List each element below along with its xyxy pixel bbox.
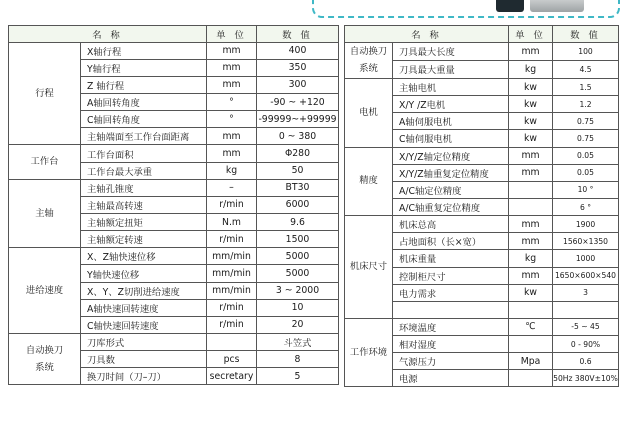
item-unit: mm	[207, 59, 257, 76]
item-unit: mm	[207, 145, 257, 162]
table-row	[345, 216, 619, 233]
item-name: 工作台面积	[81, 145, 207, 162]
item-value: BT30	[257, 179, 339, 196]
item-value: 0 - 90%	[553, 336, 619, 353]
item-unit	[509, 336, 553, 353]
item-unit: mm	[509, 147, 553, 164]
item-unit: kw	[509, 284, 553, 301]
item-name: 主轴额定扭矩	[81, 214, 207, 231]
item-unit: mm	[207, 128, 257, 145]
item-name: 主轴电机	[393, 78, 509, 95]
item-name: A轴回转角度	[81, 94, 207, 111]
table-row	[345, 78, 619, 95]
item-value: 350	[257, 59, 339, 76]
item-value: 400	[257, 42, 339, 59]
item-value: 1560×1350	[553, 233, 619, 250]
table-row	[9, 179, 339, 196]
group-label: 自动换刀 系统	[9, 334, 81, 385]
group-label: 电机	[345, 78, 393, 147]
header-unit: 单 位	[207, 25, 257, 42]
table-row	[9, 42, 339, 59]
item-unit: °	[207, 111, 257, 128]
item-name: Y轴行程	[81, 59, 207, 76]
table-row	[345, 147, 619, 164]
item-name: C轴回转角度	[81, 111, 207, 128]
item-name: Z 轴行程	[81, 76, 207, 93]
item-unit: –	[207, 179, 257, 196]
item-unit: kw	[509, 113, 553, 130]
item-name: 电源	[393, 370, 509, 387]
item-value: 3	[553, 284, 619, 301]
item-name: 刀具数	[81, 351, 207, 368]
item-value: 1.5	[553, 78, 619, 95]
item-value: 10 °	[553, 181, 619, 198]
item-value: 3 ~ 2000	[257, 282, 339, 299]
item-name: 主轴端面至工作台面距离	[81, 128, 207, 145]
table-row	[345, 42, 619, 60]
item-unit: mm	[207, 42, 257, 59]
item-value: 50Hz 380V±10%	[553, 370, 619, 387]
spec-table-right	[344, 25, 619, 388]
item-unit	[509, 181, 553, 198]
item-unit: mm	[207, 76, 257, 93]
item-name: 控制柜尺寸	[393, 267, 509, 284]
item-value: 9.6	[257, 214, 339, 231]
item-unit: mm	[509, 233, 553, 250]
item-value: 6 °	[553, 198, 619, 215]
group-label: 精度	[345, 147, 393, 216]
item-unit: N.m	[207, 214, 257, 231]
item-unit: °	[207, 94, 257, 111]
item-name: 机床总高	[393, 216, 509, 233]
item-value: 斗笠式	[257, 334, 339, 351]
item-name: X轴行程	[81, 42, 207, 59]
item-unit: mm	[509, 216, 553, 233]
group-label: 机床尺寸	[345, 216, 393, 319]
item-unit	[207, 334, 257, 351]
item-unit	[509, 301, 553, 318]
header-unit: 单 位	[509, 25, 553, 42]
item-name: 主轴最高转速	[81, 196, 207, 213]
item-unit: mm/min	[207, 265, 257, 282]
item-value: 100	[553, 42, 619, 60]
item-unit: r/min	[207, 231, 257, 248]
item-name: 气源压力	[393, 353, 509, 370]
header-value: 数 值	[257, 25, 339, 42]
item-value: 1900	[553, 216, 619, 233]
header-name: 名 称	[9, 25, 207, 42]
item-unit	[509, 370, 553, 387]
item-unit: r/min	[207, 316, 257, 333]
item-value: 1.2	[553, 96, 619, 113]
item-name: A轴快速回转速度	[81, 299, 207, 316]
item-name: X/Y/Z轴重复定位精度	[393, 164, 509, 181]
item-value: 1650×600×540	[553, 267, 619, 284]
item-unit: mm/min	[207, 248, 257, 265]
item-unit: Mpa	[509, 353, 553, 370]
header-value: 数 值	[553, 25, 619, 42]
group-label: 行程	[9, 42, 81, 145]
item-unit: mm/min	[207, 282, 257, 299]
item-unit: mm	[509, 267, 553, 284]
item-unit: kw	[509, 78, 553, 95]
item-value: 5000	[257, 248, 339, 265]
item-value: 8	[257, 351, 339, 368]
machine-photo-dark-part	[496, 0, 524, 12]
group-label: 自动换刀 系统	[345, 42, 393, 78]
item-name: A轴伺服电机	[393, 113, 509, 130]
item-unit: kw	[509, 130, 553, 147]
item-value: 4.5	[553, 60, 619, 78]
item-unit: kg	[509, 250, 553, 267]
item-value: Φ280	[257, 145, 339, 162]
item-value: -90 ~ +120	[257, 94, 339, 111]
item-name: 刀具最大重量	[393, 60, 509, 78]
item-name: 刀具最大长度	[393, 42, 509, 60]
table-row	[9, 334, 339, 351]
item-name: 相对湿度	[393, 336, 509, 353]
machine-photo-grey-part	[530, 0, 584, 12]
item-unit: secretary	[207, 368, 257, 385]
item-unit: mm	[509, 164, 553, 181]
table-row	[9, 248, 339, 265]
item-name: X/Y/Z轴定位精度	[393, 147, 509, 164]
spec-table-left	[8, 25, 339, 386]
item-name: 主轴孔锥度	[81, 179, 207, 196]
item-name: X、Y、Z切削进给速度	[81, 282, 207, 299]
item-unit: r/min	[207, 196, 257, 213]
group-label: 工作环境	[345, 318, 393, 387]
item-value: 1500	[257, 231, 339, 248]
item-value	[553, 301, 619, 318]
item-name: 机床重量	[393, 250, 509, 267]
item-name: Y轴快速位移	[81, 265, 207, 282]
table-row	[345, 318, 619, 335]
group-label: 工作台	[9, 145, 81, 179]
item-name: 换刀时间（刀–刀）	[81, 368, 207, 385]
item-name: A/C轴重复定位精度	[393, 198, 509, 215]
item-unit: ℃	[509, 318, 553, 335]
item-name	[393, 301, 509, 318]
item-name: A/C轴定位精度	[393, 181, 509, 198]
item-name: X/Y /Z电机	[393, 96, 509, 113]
item-value: -99999~+99999	[257, 111, 339, 128]
item-unit: pcs	[207, 351, 257, 368]
item-name: C轴快速回转速度	[81, 316, 207, 333]
item-value: -5 ~ 45	[553, 318, 619, 335]
item-value: 0.75	[553, 113, 619, 130]
item-unit: r/min	[207, 299, 257, 316]
item-name: X、Z轴快速位移	[81, 248, 207, 265]
item-unit	[509, 198, 553, 215]
item-unit: mm	[509, 42, 553, 60]
table-row	[9, 145, 339, 162]
item-unit: kg	[207, 162, 257, 179]
item-value: 0.05	[553, 164, 619, 181]
item-value: 0.6	[553, 353, 619, 370]
item-value: 1000	[553, 250, 619, 267]
group-label: 进给速度	[9, 248, 81, 334]
item-name: 刀库形式	[81, 334, 207, 351]
header-row	[345, 25, 619, 42]
item-value: 5000	[257, 265, 339, 282]
item-value: 5	[257, 368, 339, 385]
item-name: 占地面积（长×宽）	[393, 233, 509, 250]
item-value: 6000	[257, 196, 339, 213]
group-label: 主轴	[9, 179, 81, 248]
item-value: 50	[257, 162, 339, 179]
item-value: 0.75	[553, 130, 619, 147]
item-name: 电力需求	[393, 284, 509, 301]
item-unit: kg	[509, 60, 553, 78]
item-value: 0.05	[553, 147, 619, 164]
header-name: 名 称	[345, 25, 509, 42]
item-value: 0 ~ 380	[257, 128, 339, 145]
item-name: 工作台最大承重	[81, 162, 207, 179]
item-name: C轴伺服电机	[393, 130, 509, 147]
header-row	[9, 25, 339, 42]
item-name: 主轴额定转速	[81, 231, 207, 248]
item-value: 300	[257, 76, 339, 93]
item-name: 环境温度	[393, 318, 509, 335]
item-value: 20	[257, 316, 339, 333]
item-unit: kw	[509, 96, 553, 113]
item-value: 10	[257, 299, 339, 316]
